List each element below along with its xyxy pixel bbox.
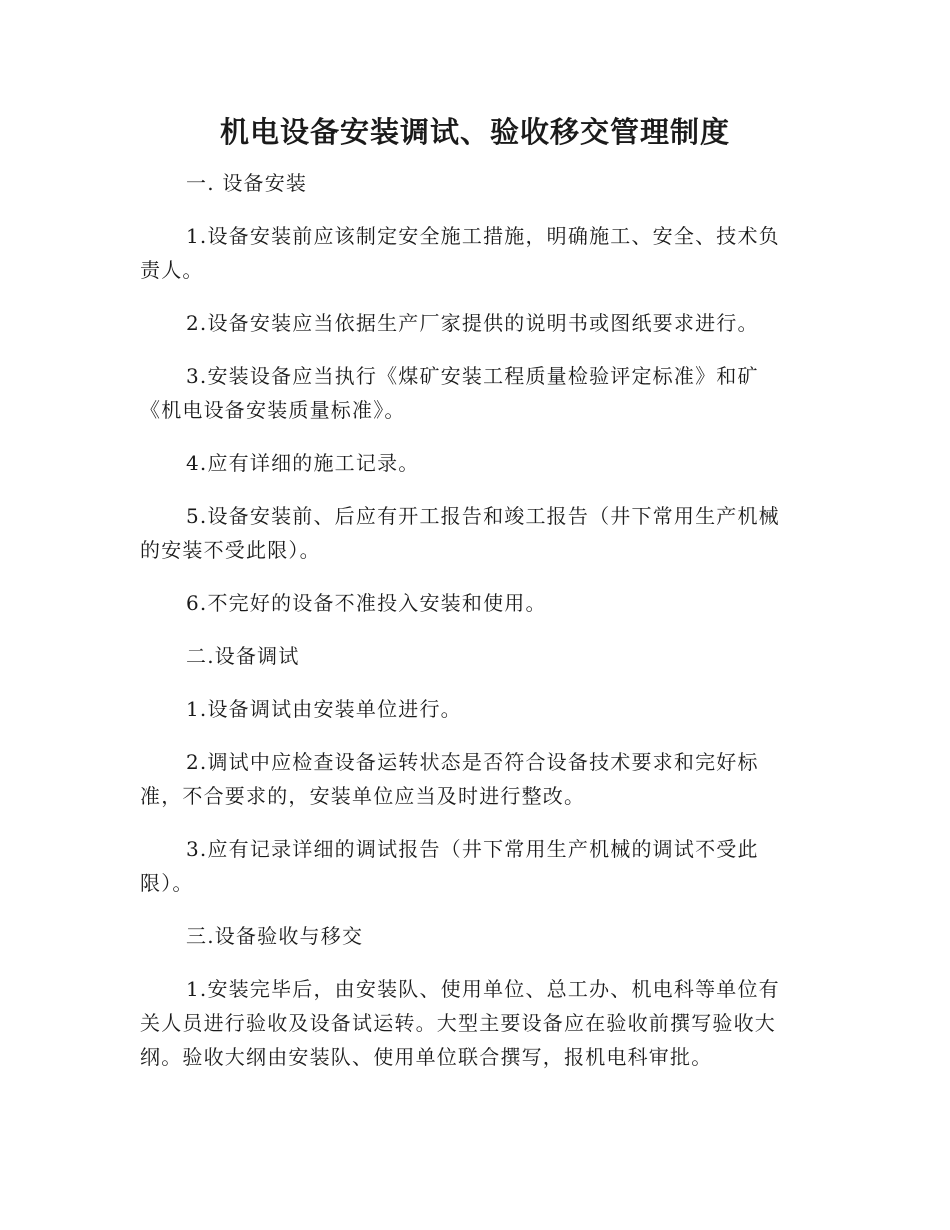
paragraph: 3.安装设备应当执行《煤矿安装工程质量检验评定标准》和矿《机电设备安装质量标准》。 bbox=[140, 364, 759, 422]
paragraph: 5.设备安装前、后应有开工报告和竣工报告（井下常用生产机械的安装不受此限）。 bbox=[140, 504, 780, 562]
section-acceptance-transfer bbox=[140, 919, 800, 1074]
paragraph: 3.应有记录详细的调试报告（井下常用生产机械的调试不受此限）。 bbox=[140, 837, 759, 895]
paragraph: 2.设备安装应当依据生产厂家提供的说明书或图纸要求进行。 bbox=[186, 311, 759, 335]
document-body bbox=[140, 166, 800, 1093]
paragraph: 4.应有详细的施工记录。 bbox=[186, 451, 420, 475]
document-title: 机电设备安装调试、验收移交管理制度 bbox=[219, 115, 730, 149]
paragraph: 2.调试中应检查设备运转状态是否符合设备技术要求和完好标准，不合要求的，安装单位应当及时进行整改。 bbox=[140, 750, 759, 808]
paragraph: 1.安装完毕后，由安装队、使用单位、总工办、机电科等单位有关人员进行验收及设备试运转。大型主要设备应在验收前撰写验收大纲。验收大纲由安装队、使用单位联合撰写，报机电科审批。 bbox=[140, 977, 780, 1069]
section-heading: 三.设备验收与移交 bbox=[186, 924, 364, 948]
paragraph: 1.设备调试由安装单位进行。 bbox=[186, 697, 462, 721]
section-installation bbox=[140, 166, 800, 620]
paragraph: 6.不完好的设备不准投入安装和使用。 bbox=[186, 591, 547, 615]
paragraph: 1.设备安装前应该制定安全施工措施，明确施工、安全、技术负责人。 bbox=[140, 224, 780, 282]
section-heading: 二.设备调试 bbox=[186, 644, 300, 668]
section-commissioning bbox=[140, 639, 800, 900]
section-heading: 一. 设备安装 bbox=[186, 171, 308, 195]
